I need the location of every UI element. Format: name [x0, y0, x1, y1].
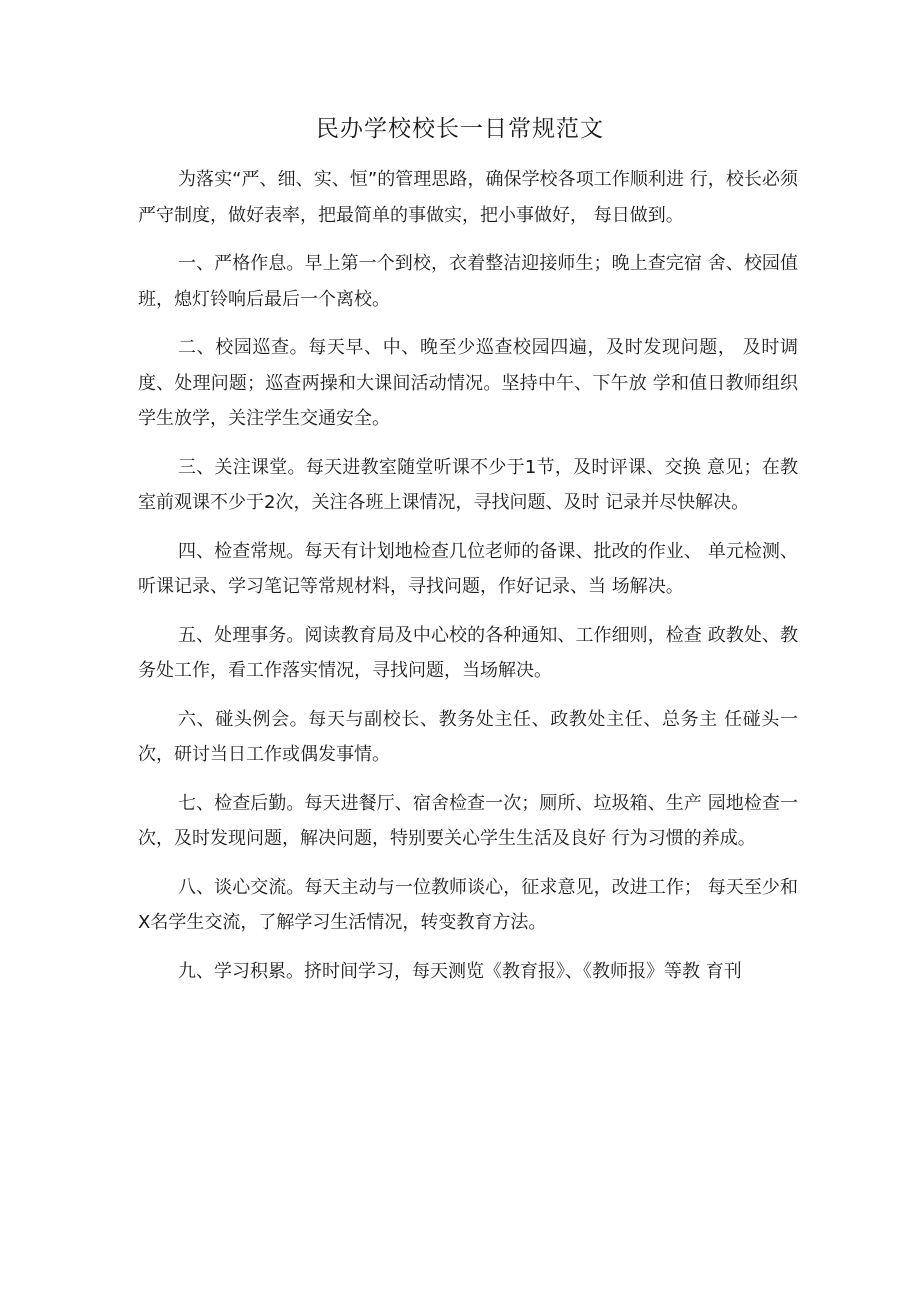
paragraph-1-schedule: 一、严格作息。早上第一个到校，衣着整洁迎接师生；晚上查完宿 舍、校园值班，熄灯铃响后最后一个离校。: [138, 253, 798, 310]
paragraph-4-routine-check: 四、检查常规。每天有计划地检查几位老师的备课、批改的作业、 单元检测、听课记录、学习笔记等常规材料，寻找问题，作好记录、当 场解决。: [138, 540, 798, 597]
paragraph-2-patrol: 二、校园巡查。每天早、中、晚至少巡查校园四遍，及时发现问题， 及时调度、处理问题；巡查两操和大课间活动情况。坚持中午、下午放 学和值日教师组织学生放学，关注学生交通安全。: [138, 337, 798, 429]
paragraph-5-affairs: 五、处理事务。阅读教育局及中心校的各种通知、工作细则，检查 政教处、教务处工作，看工作落实情况，寻找问题，当场解决。: [138, 624, 798, 681]
paragraph-9-study: 九、学习积累。挤时间学习，每天测览《教育报》、《教师报》等教 育刊: [178, 960, 742, 982]
paragraph-3-classroom: 三、关注课堂。每天进教室随堂听课不少于1节，及时评课、交换 意见；在教室前观课不少于2次，关注各班上课情况，寻找问题、及时 记录并尽快解决。: [138, 456, 798, 513]
document-body: [138, 162, 798, 1002]
paragraph-6-meeting: 六、碰头例会。每天与副校长、教务处主任、政教处主任、总务主 任碰头一次，研讨当日工作或偶发事情。: [138, 708, 798, 765]
paragraph-8-communication: 八、谈心交流。每天主动与一位教师谈心，征求意见，改进工作； 每天至少和X名学生交流，了解学习生活情况，转变教育方法。: [138, 876, 798, 933]
document-title: 民办学校校长一日常规范文: [316, 116, 604, 142]
intro-paragraph: 为落实“严、细、实、恒”的管理思路，确保学校各项工作顺利进 行，校长必须严守制度，做好表率，把最简单的事做实，把小事做好， 每日做到。: [138, 169, 798, 226]
paragraph-7-logistics: 七、检查后勤。每天进餐厅、宿舍检查一次；厕所、垃圾箱、生产 园地检查一次，及时发现问题，解决问题，特别要关心学生生活及良好 行为习惯的养成。: [138, 792, 798, 849]
